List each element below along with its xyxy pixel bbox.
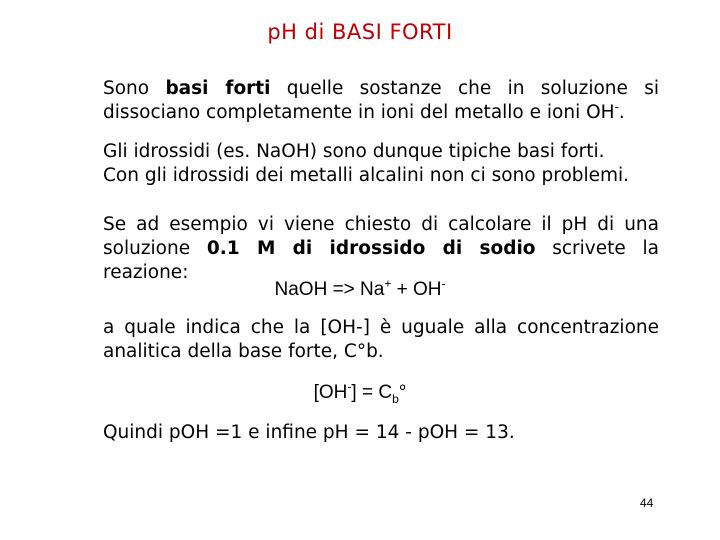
concentration-equation: $[OH^-] = C_b^\circ$ <box>313 379 407 406</box>
example-concentration: 0.1 M di idrossido di sodio <box>206 238 536 259</box>
page-number: 44 <box>640 496 654 510</box>
hydroxides-line-1: Gli idrossidi (es. NaOH) sono dunque tipiche basi forti. <box>103 141 605 162</box>
paragraph-conclusion <box>103 421 659 445</box>
hydroxides-line-2: Con gli idrossidi dei metalli alcalini non ci sono problemi. <box>103 165 630 186</box>
explanation-line-2: analitica della base forte, C°b. <box>103 341 384 362</box>
term-basi-forti: basi forti <box>165 78 271 99</box>
slide-title: pH di BASI FORTI <box>267 20 453 44</box>
example-line-2: soluzione 0.1 M di idrossido di sodio scrivete la reazione: <box>103 238 659 283</box>
dissociation-equation: NaOH => Na+ + OH- <box>274 276 446 300</box>
definition-line-2: dissociano completamente in ioni del metallo e ioni OH-. <box>103 99 625 123</box>
paragraph-definition <box>103 77 659 125</box>
paragraph-hydroxides <box>103 140 659 188</box>
conclusion-line: Quindi pOH =1 e infine pH = 14 - pOH = 13. <box>103 422 515 443</box>
definition-line-1: Sono basi forti quelle sostanze che in soluzione si <box>103 78 659 99</box>
example-line-1: Se ad esempio vi viene chiesto di calcolare il pH di una <box>103 214 659 235</box>
explanation-line-1: a quale indica che la [OH-] è uguale alla concentrazione <box>103 317 659 338</box>
paragraph-explanation <box>103 316 659 364</box>
paragraph-example <box>103 213 659 285</box>
